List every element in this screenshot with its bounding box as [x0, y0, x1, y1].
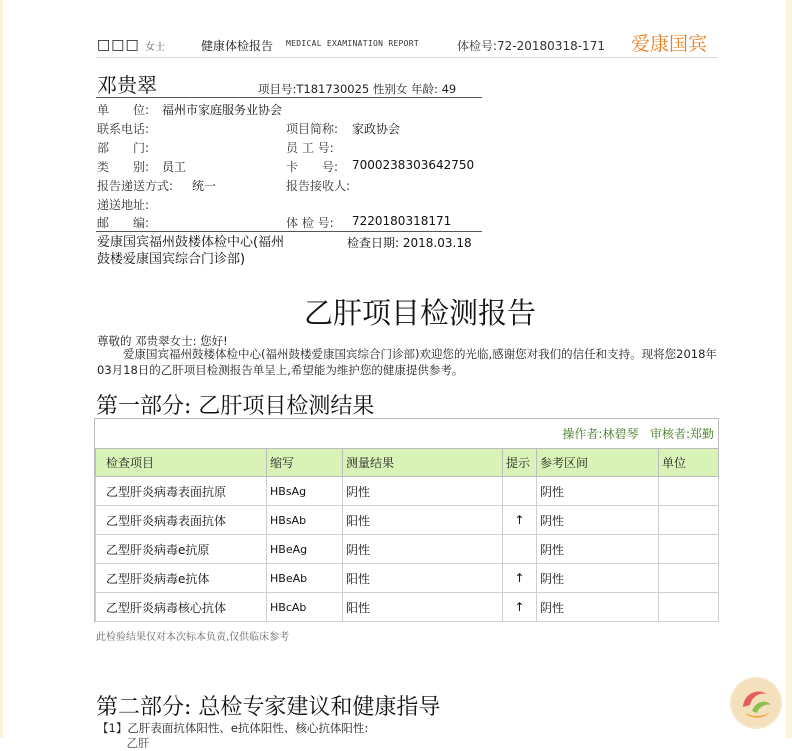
- field-value-card: 7000238303642750: [352, 158, 475, 172]
- cell-unit: [659, 477, 719, 506]
- field-label-card: 卡 号:: [286, 160, 339, 174]
- cell-tip: ↑: [503, 564, 537, 593]
- field-label-delivery: 报告递送方式:: [97, 179, 174, 193]
- report-title-cn: 健康体检报告: [201, 39, 274, 53]
- cell-abbr: HBcAb: [267, 593, 343, 622]
- reviewer-name: 郑勤: [689, 427, 714, 441]
- project-line: 项目号:T181730025 性别女 年龄: 49: [258, 82, 457, 96]
- cell-range: 阴性: [537, 535, 659, 564]
- cell-abbr: HBsAg: [267, 477, 343, 506]
- cell-tip: ↑: [503, 506, 537, 535]
- cell-result: 阴性: [343, 477, 503, 506]
- placeholder-boxes: □□□: [97, 37, 140, 53]
- cell-item: 乙型肝炎病毒核心抗体: [96, 593, 267, 622]
- exam-date-value: 2018.03.18: [402, 236, 472, 250]
- operator-reviewer: [562, 425, 714, 442]
- col-header-unit: 单位: [659, 449, 719, 477]
- cell-unit: [659, 564, 719, 593]
- cell-item: 乙型肝炎病毒e抗体: [96, 564, 267, 593]
- field-label-receiver: 报告接收人:: [286, 179, 351, 193]
- field-label-dept: 部 门:: [97, 141, 150, 155]
- results-panel: [94, 418, 719, 622]
- reviewer-label: 审核者:: [649, 427, 690, 441]
- header-divider: [96, 57, 718, 58]
- field-label-staff-no: 员 工 号:: [286, 141, 334, 155]
- section2-title: 第二部分: 总检专家建议和健康指导: [96, 695, 441, 720]
- cell-range: 阴性: [537, 477, 659, 506]
- cell-unit: [659, 593, 719, 622]
- results-table: [95, 448, 719, 622]
- exam-date: [347, 234, 472, 251]
- field-label-postcode: 邮 编:: [97, 216, 150, 230]
- exam-center: 爱康国宾福州鼓楼体检中心(福州鼓楼爱康国宾综合门诊部): [97, 235, 285, 267]
- col-header-abbr: 缩写: [267, 449, 343, 477]
- cell-tip: ↑: [503, 593, 537, 622]
- col-header-range: 参考区间: [537, 449, 659, 477]
- page-edge-right: [786, 0, 792, 738]
- greeting: 尊敬的 邓贵翠女士: 您好!: [97, 334, 228, 348]
- field-value-delivery: 统一: [192, 179, 217, 193]
- report-title-en: MEDICAL EXAMINATION REPORT: [286, 39, 420, 48]
- table-header-row: [96, 449, 719, 477]
- exam-number-value: 72-20180318-171: [497, 39, 605, 53]
- exam-number: [457, 37, 605, 54]
- cell-item: 乙型肝炎病毒表面抗体: [96, 506, 267, 535]
- cell-result: 阳性: [343, 593, 503, 622]
- field-value-exam-no: 7220180318171: [352, 214, 452, 228]
- field-label-unit: 单 位:: [97, 103, 150, 117]
- col-header-result: 测量结果: [343, 449, 503, 477]
- table-row: [96, 477, 719, 506]
- field-label-category: 类 别:: [97, 160, 150, 174]
- table-row: [96, 593, 719, 622]
- field-value-unit: 福州市家庭服务业协会: [162, 103, 283, 117]
- cell-tip: [503, 477, 537, 506]
- disclaimer-note: 此检验结果仅对本次标本负责,仅供临床参考: [96, 632, 290, 643]
- field-label-exam-no: 体 检 号:: [286, 216, 334, 230]
- table-row: [96, 535, 719, 564]
- intro-paragraph: 爱康国宾福州鼓楼体检中心(福州鼓楼爱康国宾综合门诊部)欢迎您的光临,感谢您对我们的信任和支持。现将您2018年03月18日的乙肝项目检测报告单呈上,希望能为维护您的健康提供参考。: [97, 347, 717, 377]
- info-divider-top: [96, 97, 482, 98]
- cell-tip: [503, 535, 537, 564]
- cell-abbr: HBeAb: [267, 564, 343, 593]
- cell-abbr: HBeAg: [267, 535, 343, 564]
- exam-number-label: 体检号:: [457, 39, 498, 53]
- cell-result: 阳性: [343, 564, 503, 593]
- cell-result: 阴性: [343, 535, 503, 564]
- field-value-project: 家政协会: [352, 122, 401, 136]
- section1-title: 第一部分: 乙肝项目检测结果: [96, 394, 375, 419]
- cell-unit: [659, 506, 719, 535]
- table-row: [96, 564, 719, 593]
- cell-range: 阴性: [537, 564, 659, 593]
- operator-name: 林碧琴: [602, 427, 639, 441]
- table-row: [96, 506, 719, 535]
- cell-item: 乙型肝炎病毒e抗原: [96, 535, 267, 564]
- cell-result: 阳性: [343, 506, 503, 535]
- field-label-project: 项目简称:: [286, 122, 339, 136]
- operator-label: 操作者:: [562, 427, 603, 441]
- honorific: 女士: [145, 42, 165, 53]
- brand-name: 爱康国宾: [631, 33, 708, 55]
- report-title: 乙肝项目检测报告: [304, 296, 537, 330]
- page-edge-left: [0, 0, 3, 738]
- col-header-tip: 提示: [503, 449, 537, 477]
- section2-cut-text: 乙肝: [115, 736, 150, 750]
- cell-item: 乙型肝炎病毒表面抗原: [96, 477, 267, 506]
- cell-range: 阴性: [537, 506, 659, 535]
- patient-name: 邓贵翠: [97, 73, 157, 97]
- cell-unit: [659, 535, 719, 564]
- field-value-category: 员工: [162, 160, 187, 174]
- col-header-item: 检查项目: [96, 449, 267, 477]
- exam-date-label: 检查日期:: [347, 236, 400, 250]
- info-divider-bottom: [96, 231, 482, 232]
- watermark-logo-icon: [730, 677, 782, 729]
- cell-range: 阴性: [537, 593, 659, 622]
- field-label-phone: 联系电话:: [97, 122, 150, 136]
- section2-item-1: 【1】乙肝表面抗体阳性、e抗体阳性、核心抗体阳性:: [97, 721, 369, 735]
- cell-abbr: HBsAb: [267, 506, 343, 535]
- field-label-address: 递送地址:: [97, 198, 150, 212]
